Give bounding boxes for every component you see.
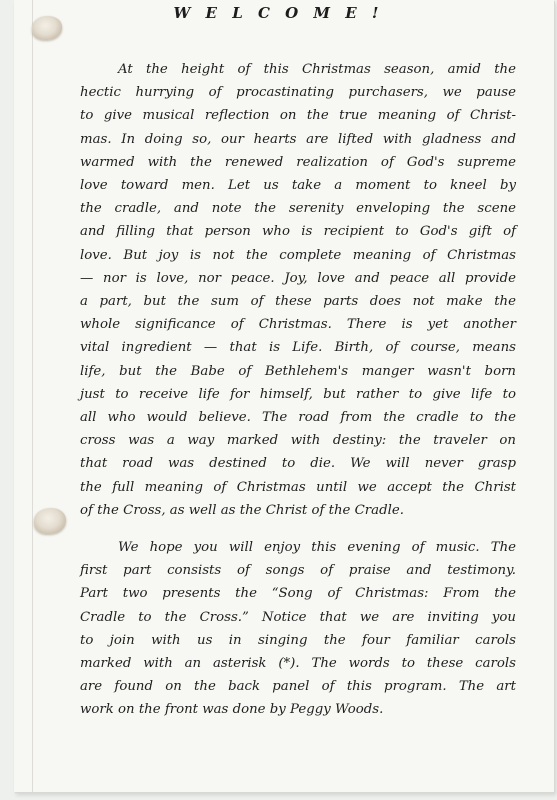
paragraph-line: hectic hurrying of procastinating purchasers, we pause xyxy=(80,85,516,101)
paragraph-line: the cradle, and note the serenity enveloping the scene xyxy=(80,201,516,217)
paragraph-line: that road was destined to die. We will never grasp xyxy=(80,456,516,472)
welcome-paragraph xyxy=(80,58,516,522)
paragraph-line: love. But joy is not the complete meaning of Christmas xyxy=(80,247,516,263)
paragraph-line: all who would believe. The road from the cradle to the xyxy=(80,410,516,426)
page-title: W E L C O M E ! xyxy=(173,4,384,22)
staple-middle-icon xyxy=(34,508,66,534)
paragraph-line: mas. In doing so, our hearts are lifted with gladness and xyxy=(80,131,516,147)
paragraph-line: work on the front was done by Peggy Woods. xyxy=(80,702,384,718)
paragraph-line: whole significance of Christmas. There is yet another xyxy=(80,317,516,333)
paragraph-line: vital ingredient — that is Life. Birth, of course, means xyxy=(80,340,516,356)
paragraph-line: are found on the back panel of this program. The art xyxy=(80,679,516,695)
paragraph-line: — nor is love, nor peace. Joy, love and peace all provide xyxy=(80,270,516,286)
paragraph-line: to give musical reflection on the true meaning of Christ- xyxy=(80,108,516,124)
paragraph-line: life, but the Babe of Bethlehem's manger wasn't born xyxy=(80,363,516,379)
paragraph-line: and filling that person who is recipient to God's gift of xyxy=(80,224,516,240)
program-notes-paragraph xyxy=(80,536,516,722)
paragraph-line: marked with an asterisk (*). The words to these carols xyxy=(80,656,516,672)
fold-line xyxy=(32,0,33,792)
paragraph-line: Cradle to the Cross.” Notice that we are inviting you xyxy=(80,609,516,625)
paragraph-line: just to receive life for himself, but rather to give life to xyxy=(80,386,516,402)
paragraph-line: warmed with the renewed realization of God's supreme xyxy=(80,154,516,170)
paragraph-line: first part consists of songs of praise and testimony. xyxy=(80,563,516,579)
paragraph-line: At the height of this Christmas season, amid the xyxy=(118,62,516,77)
paragraph-line: love toward men. Let us take a moment to kneel by xyxy=(80,178,516,194)
paragraph-line: the full meaning of Christmas until we accept the Christ xyxy=(80,479,516,495)
paragraph-line: of the Cross, as well as the Christ of the Cradle. xyxy=(80,502,404,518)
paragraph-line: Part two presents the “Song of Christmas: From the xyxy=(80,586,516,602)
paragraph-line: to join with us in singing the four familiar carols xyxy=(80,632,516,648)
paragraph-line: cross was a way marked with destiny: the traveler on xyxy=(80,433,516,449)
paragraph-line: We hope you will enjoy this evening of music. The xyxy=(118,540,516,555)
paragraph-line: a part, but the sum of these parts does not make the xyxy=(80,294,516,310)
